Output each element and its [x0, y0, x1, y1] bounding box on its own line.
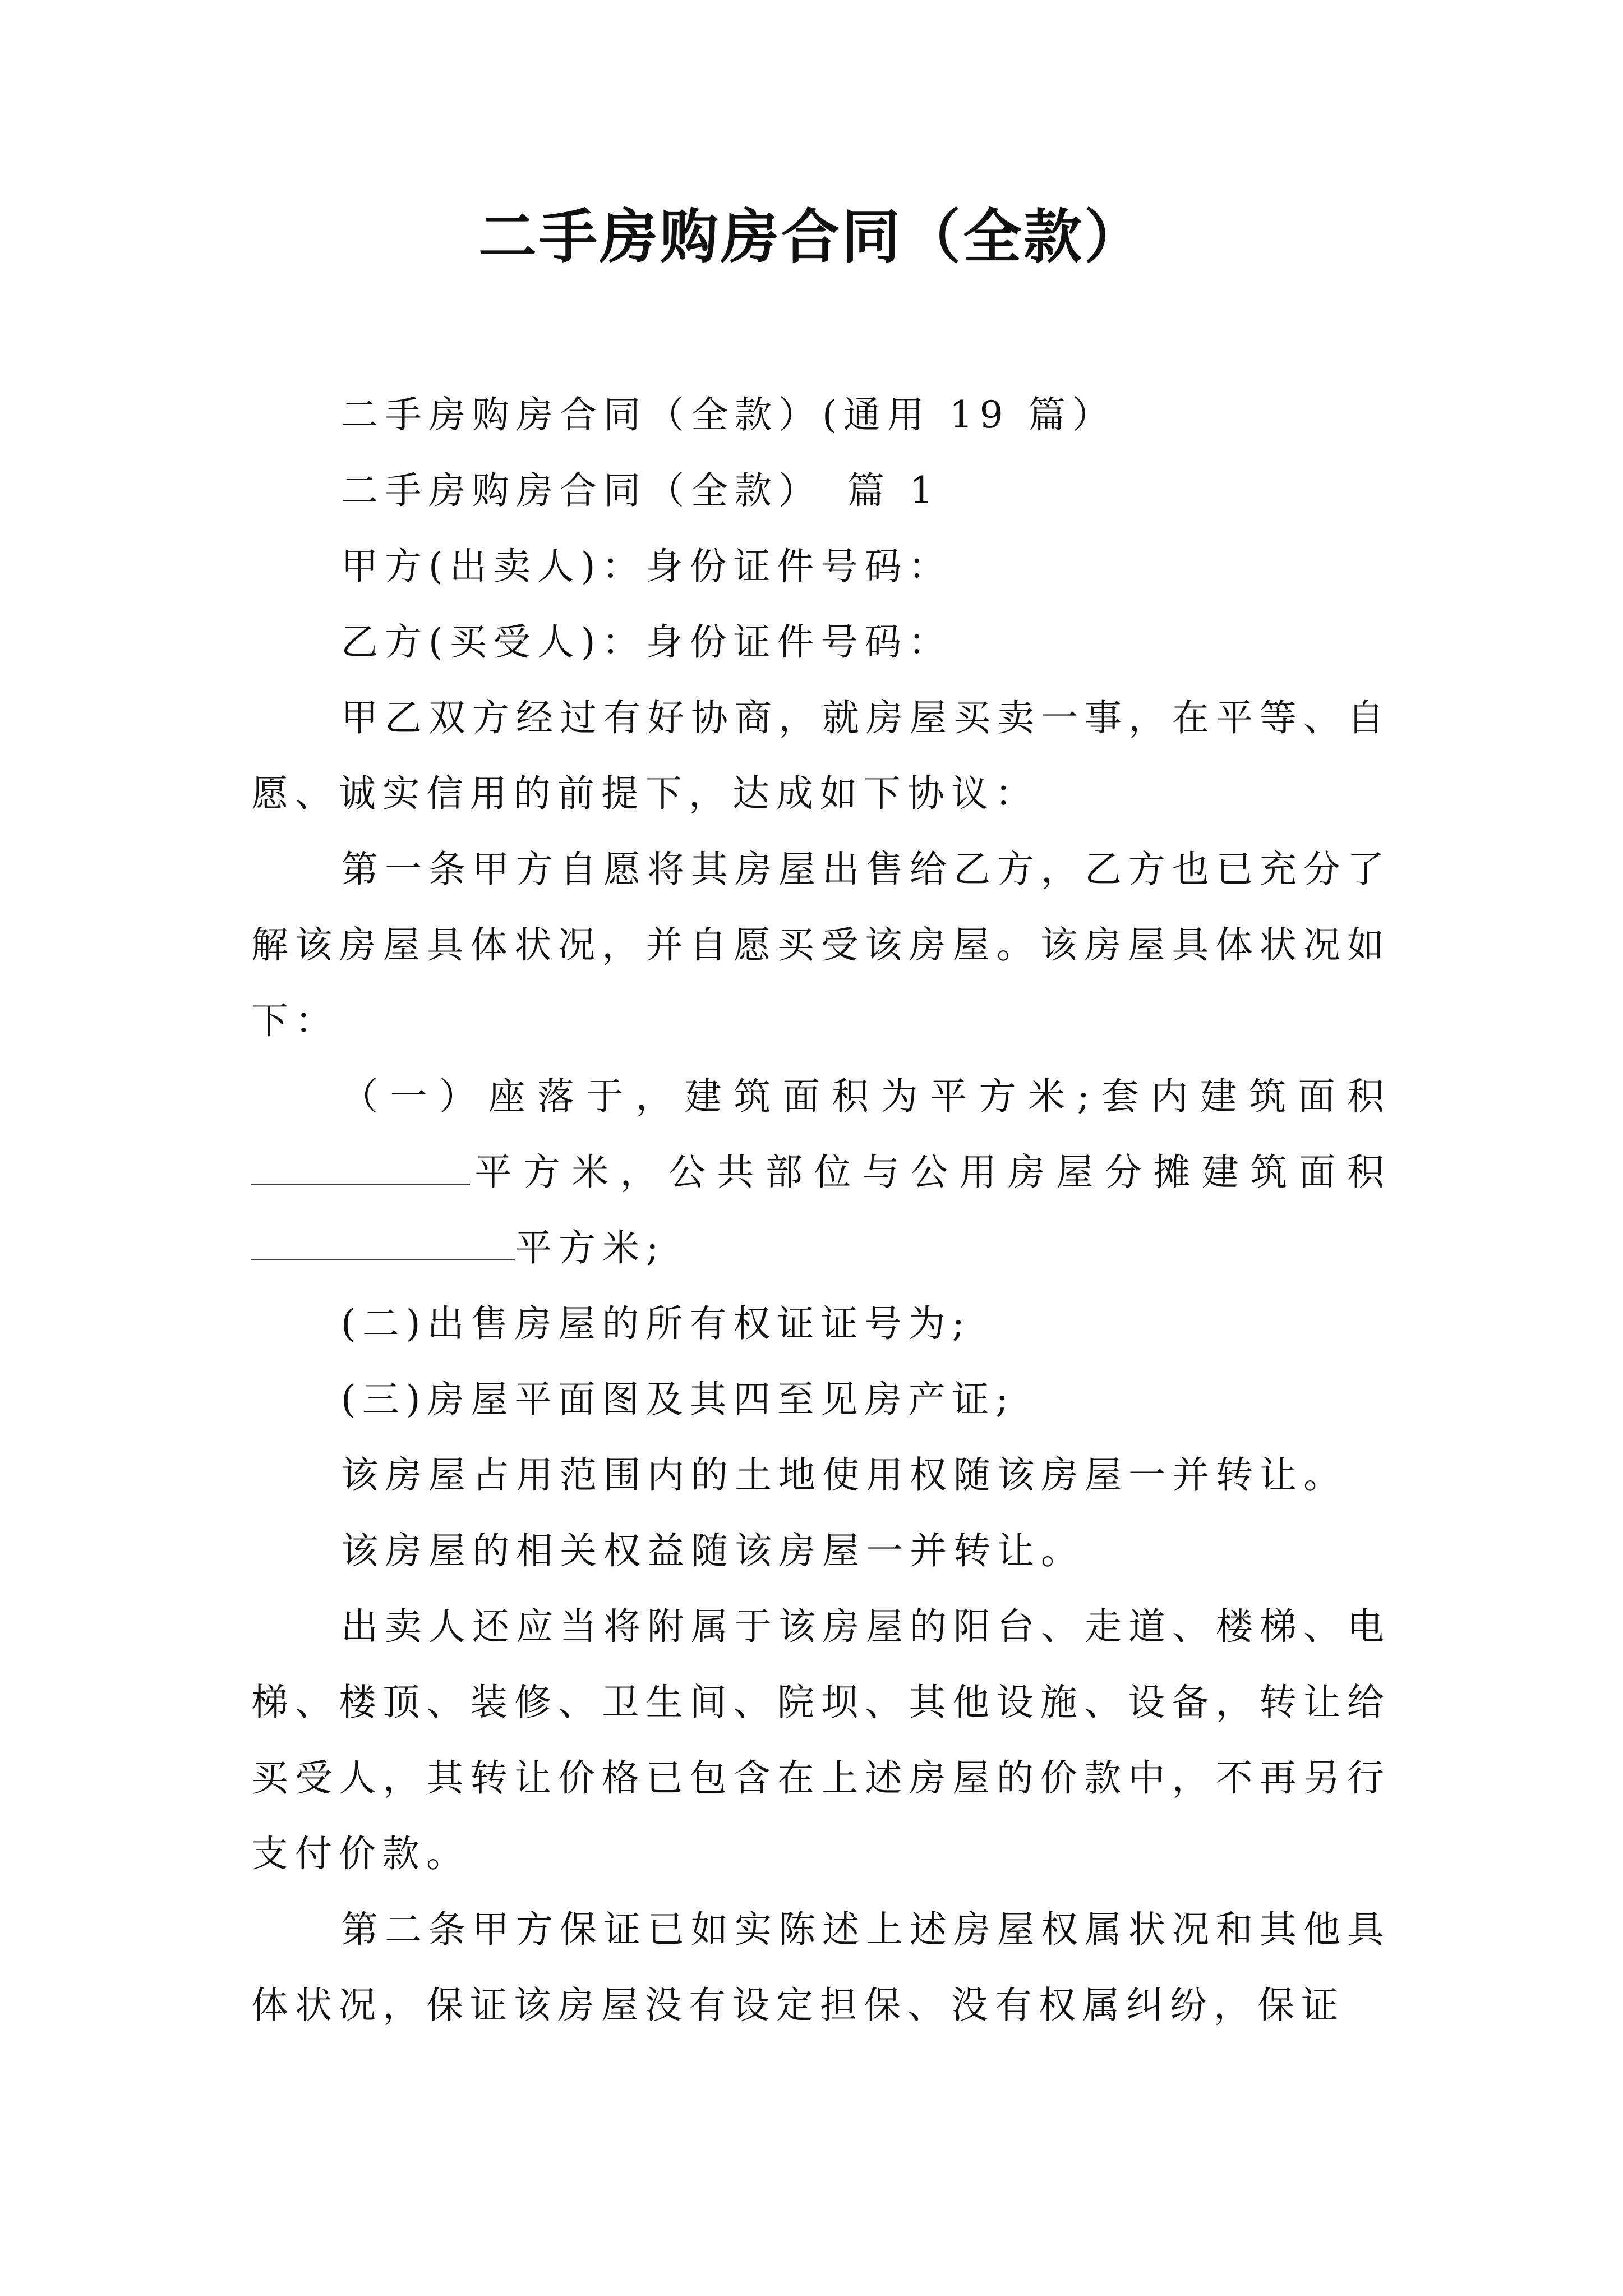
item-1-text-c: 平方米; [515, 1226, 666, 1269]
paragraph-article-1: 第一条甲方自愿将其房屋出售给乙方，乙方也已充分了解该房屋具体状况，并自愿买受该房屋。该房屋具体状况如下： [251, 848, 1391, 1042]
paragraph-item-1 [251, 1059, 1391, 1286]
paragraph-item-2: (二)出售房屋的所有权证证号为; [341, 1302, 971, 1345]
item-1-text-a: （一）座落于，建筑面积为平方米;套内建筑面积 [341, 1075, 1391, 1118]
item-1-text-b: 平方米，公共部位与公用房屋分摊建筑面积 [470, 1151, 1391, 1194]
paragraph-article-2: 第二条甲方保证已如实陈述上述房屋权属状况和其他具体状况，保证该房屋没有设定担保、没有权属纠纷，保证 [251, 1908, 1391, 2027]
paragraph-collection-heading: 二手房购房合同（全款）(通用 19 篇） [341, 393, 1116, 436]
paragraph-part-heading: 二手房购房合同（全款） 篇 1 [341, 469, 940, 512]
paragraph-party-a: 甲方(出卖人)：身份证件号码： [341, 545, 952, 588]
paragraph-party-b: 乙方(买受人)：身份证件号码： [341, 620, 952, 664]
paragraph-attachments: 出卖人还应当将附属于该房屋的阳台、走道、楼梯、电梯、楼顶、装修、卫生间、院坝、其他设施、设备，转让给买受人，其转让价格已包含在上述房屋的价款中，不再另行支付价款。 [251, 1605, 1391, 1875]
blank-line [251, 1147, 470, 1185]
paragraph-land-use: 该房屋占用范围内的土地使用权随该房屋一并转让。 [341, 1453, 1347, 1497]
document-title: 二手房购房合同（全款） [478, 202, 1145, 271]
paragraph-item-3: (三)房屋平面图及其四至见房产证; [341, 1378, 1015, 1421]
paragraph-rights: 该房屋的相关权益随该房屋一并转让。 [341, 1529, 1085, 1572]
document-body [251, 377, 1391, 2043]
paragraph-preamble: 甲乙双方经过有好协商，就房屋买卖一事，在平等、自愿、诚实信用的前提下，达成如下协议： [251, 696, 1391, 815]
blank-line [251, 1222, 515, 1260]
